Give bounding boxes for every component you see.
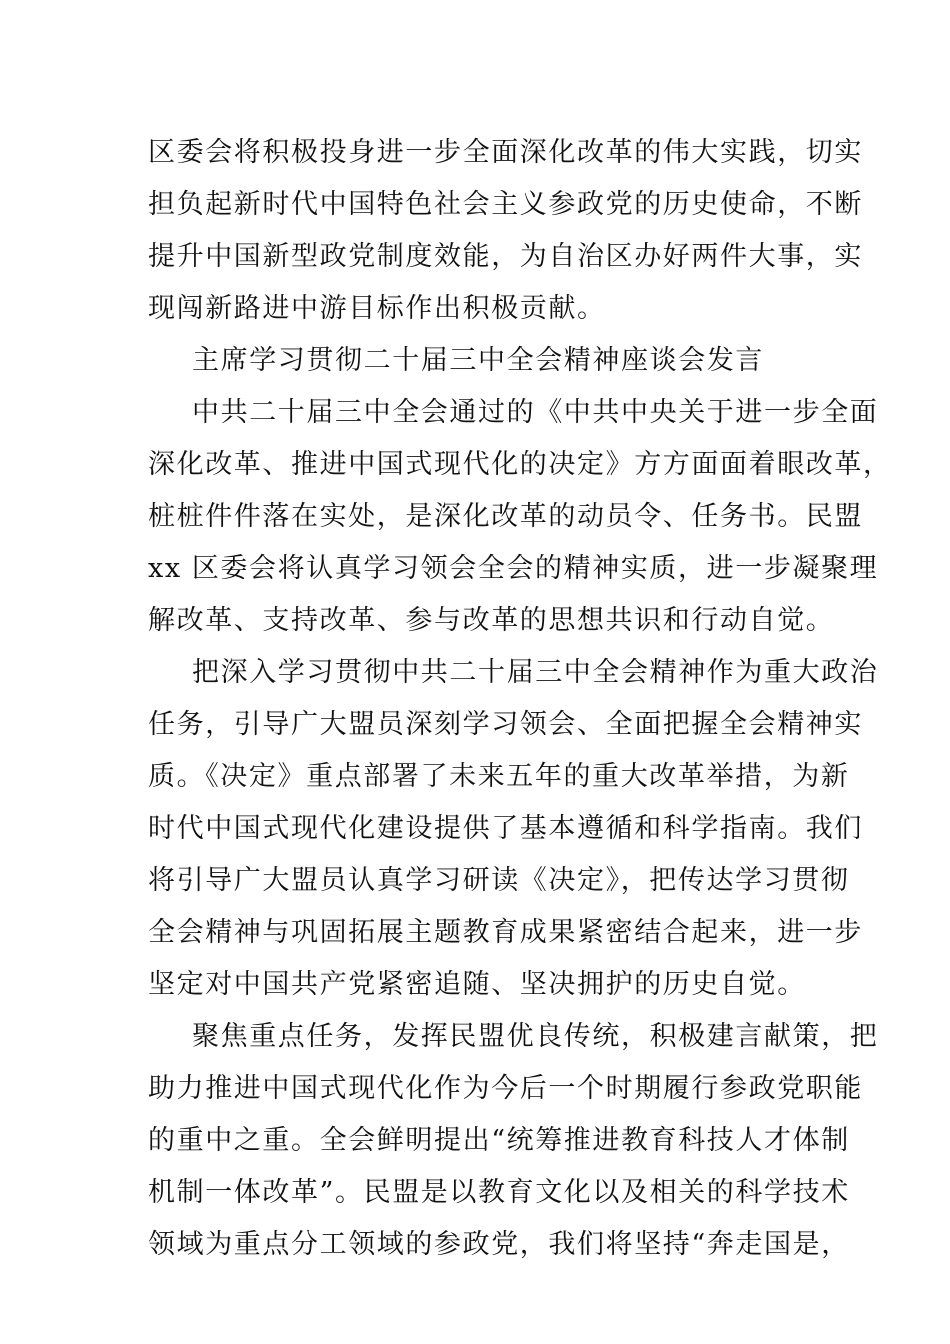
text-line: 任务，引导广大盟员深刻学习领会、全面把握全会精神实 <box>148 709 863 740</box>
text-line: 质。《决定》重点部署了未来五年的重大改革举措，为新 <box>148 761 850 792</box>
text-line: 把深入学习贯彻中共二十届三中全会精神作为重大政治 <box>192 657 879 688</box>
text-line: 全会精神与巩固拓展主题教育成果紧密结合起来，进一步 <box>148 917 863 948</box>
text-line: 现闯新路进中游目标作出积极贡献。 <box>148 293 606 324</box>
text-line: 解改革、支持改革、参与改革的思想共识和行动自觉。 <box>148 605 835 636</box>
text-line: 的重中之重。全会鲜明提出“统筹推进教育科技人才体制 <box>148 1125 850 1156</box>
text-line: 主席学习贯彻二十届三中全会精神座谈会发言 <box>192 345 764 376</box>
text-line: 机制一体改革”。民盟是以教育文化以及相关的科学技术 <box>148 1177 850 1208</box>
document-body <box>148 127 892 1271</box>
text-line: 助力推进中国式现代化作为今后一个时期履行参政党职能 <box>148 1073 863 1104</box>
text-line: 担负起新时代中国特色社会主义参政党的历史使命，不断 <box>148 189 863 220</box>
text-line: 中共二十届三中全会通过的《中共中央关于进一步全面 <box>192 397 879 428</box>
text-line: 坚定对中国共产党紧密追随、坚决拥护的历史自觉。 <box>148 969 806 1000</box>
text-line: 聚焦重点任务，发挥民盟优良传统，积极建言献策，把 <box>192 1021 879 1052</box>
text-line: 深化改革、推进中国式现代化的决定》方方面面着眼改革， <box>148 449 892 480</box>
text-line: 领域为重点分工领域的参政党，我们将坚持“奔走国是， <box>148 1229 850 1260</box>
text-line: 时代中国式现代化建设提供了基本遵循和科学指南。我们 <box>148 813 863 844</box>
text-line: 区委会将积极投身进一步全面深化改革的伟大实践，切实 <box>148 137 863 168</box>
text-line: xx 区委会将认真学习领会全会的精神实质，进一步凝聚理 <box>148 553 879 584</box>
text-line: 将引导广大盟员认真学习研读《决定》，把传达学习贯彻 <box>148 865 850 896</box>
text-line: 提升中国新型政党制度效能，为自治区办好两件大事，实 <box>148 241 863 272</box>
text-line: 桩桩件件落在实处，是深化改革的动员令、任务书。民盟 <box>148 501 863 532</box>
